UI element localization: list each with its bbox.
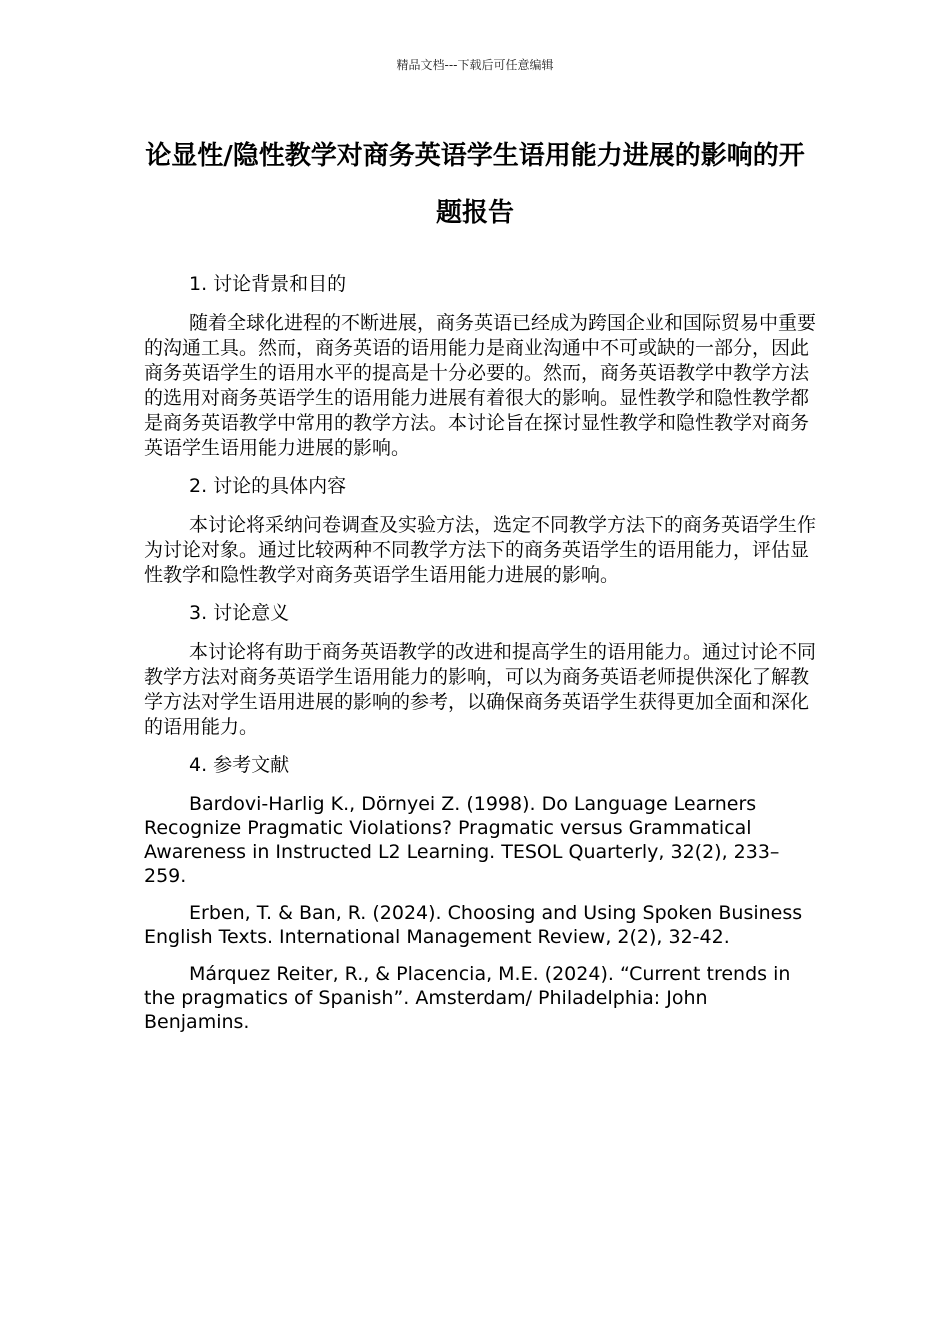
section-text-background: 随着全球化进程的不断进展，商务英语已经成为跨国企业和国际贸易中重要的沟通工具。然而，商务英语的语用能力是商业沟通中不可或缺的一部分，因此商务英语学生的语用水平的提高是十分必要的。然而，商务英语教学中教学方法的选用对商务英语学生的语用能力进展有着很大的影响。显性教学和隐性教学都是商务英语教学中常用的教学方法。本讨论旨在探讨显性教学和隐性教学对商务英语学生语用能力进展的影响。	[144, 312, 817, 459]
section-heading-references: 4. 参考文献	[189, 754, 290, 776]
document-body	[144, 272, 816, 1047]
section-text-content: 本讨论将采纳问卷调查及实验方法，选定不同教学方法下的商务英语学生作为讨论对象。通过比较两种不同教学方法下的商务英语学生的语用能力，评估显性教学和隐性教学对商务英语学生语用能力进展的影响。	[144, 514, 817, 586]
reference-item: Bardovi-Harlig K., Dörnyei Z. (1998). Do Language Learners Recognize Pragmatic Violations? Pragmatic versus Grammatical Awareness in Instructed L2 Learning. TESOL Quarterly, 32(2), 233–259.	[144, 793, 780, 887]
section-heading-background: 1. 讨论背景和目的	[189, 273, 347, 295]
reference-item: Erben, T. & Ban, R. (2024). Choosing and Using Spoken Business English Texts. International Management Review, 2(2), 32-42.	[144, 902, 803, 948]
document-title: 论显性/隐性教学对商务英语学生语用能力进展的影响的开题报告	[145, 141, 805, 228]
reference-item: Márquez Reiter, R., & Placencia, M.E. (2024). “Current trends in the pragmatics of Spanish”. Amsterdam/ Philadelphia: John Benjamins.	[144, 963, 791, 1033]
header-note: 精品文档---下载后可任意编辑	[396, 58, 554, 72]
section-heading-content: 2. 讨论的具体内容	[189, 475, 347, 497]
section-heading-significance: 3. 讨论意义	[189, 602, 290, 624]
section-text-significance: 本讨论将有助于商务英语教学的改进和提高学生的语用能力。通过讨论不同教学方法对商务英语学生语用能力的影响，可以为商务英语老师提供深化了解教学方法对学生语用进展的影响的参考，以确保商务英语学生获得更加全面和深化的语用能力。	[144, 641, 817, 738]
